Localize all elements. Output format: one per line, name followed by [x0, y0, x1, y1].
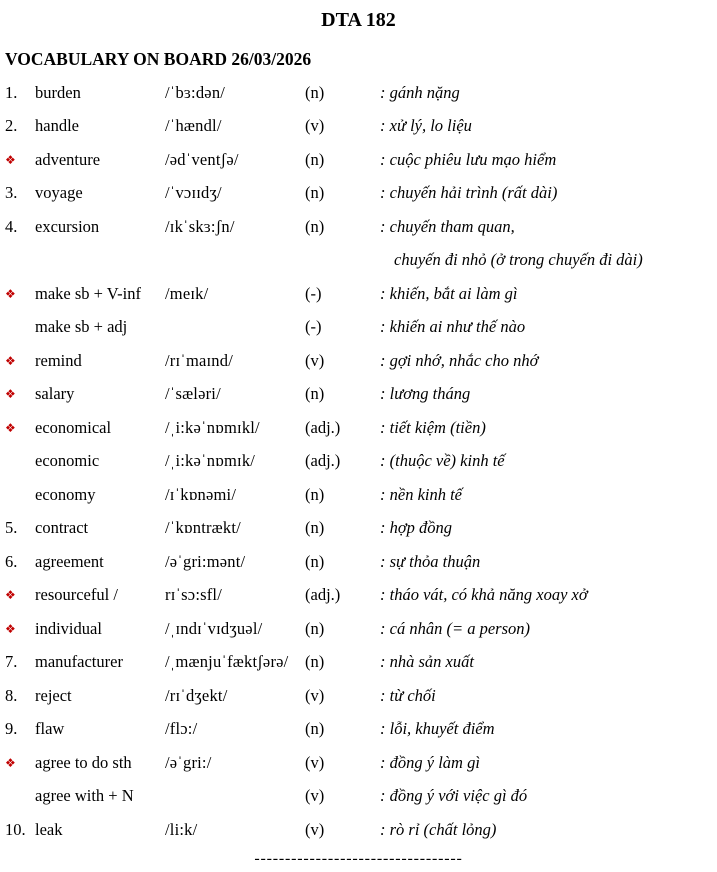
ipa-transcription: /ˈhændl/ [165, 116, 222, 136]
row-marker: ❖ [5, 588, 16, 603]
meaning: : tháo vát, có khả năng xoay xở [380, 585, 588, 605]
part-of-speech: (n) [305, 719, 325, 739]
ipa-transcription: /əˈgri:mənt/ [165, 551, 246, 571]
meaning: : khiến ai như thế nào [380, 317, 526, 337]
meaning: chuyến đi nhỏ (ở trong chuyến đi dài) [394, 250, 643, 270]
word: agreement [35, 551, 104, 571]
part-of-speech: (v) [305, 752, 325, 772]
word: adventure [35, 149, 101, 169]
meaning: : lương tháng [380, 384, 471, 404]
vocab-row [0, 478, 717, 512]
meaning: : đồng ý với việc gì đó [380, 786, 528, 806]
ipa-transcription: /meɪk/ [165, 283, 209, 303]
meaning: : rò rỉ (chất lỏng) [380, 819, 497, 839]
ipa-transcription: /ˈkɒntrækt/ [165, 518, 241, 538]
meaning: : xử lý, lo liệu [380, 116, 472, 136]
part-of-speech: (adj.) [305, 417, 341, 437]
row-marker: 9. [5, 719, 18, 739]
part-of-speech: (-) [305, 317, 322, 337]
ipa-transcription: /flɔ:/ [165, 719, 198, 739]
row-marker: ❖ [5, 387, 16, 402]
word: agree with + N [35, 786, 134, 806]
vocab-row [0, 512, 717, 546]
ipa-transcription: /ˈbɜ:dən/ [165, 82, 226, 102]
meaning: : gợi nhớ, nhắc cho nhớ [380, 350, 539, 370]
part-of-speech: (v) [305, 786, 325, 806]
vocab-row [0, 311, 717, 345]
vocab-row [0, 646, 717, 680]
page-title: DTA 182 [321, 9, 396, 31]
meaning: : chuyến hải trình (rất dài) [380, 183, 558, 203]
doc-heading: VOCABULARY ON BOARD 26/03/2026 [5, 49, 312, 69]
word: burden [35, 82, 81, 102]
ipa-transcription: /ˈvɔɪɪdʒ/ [165, 183, 222, 203]
vocab-row [0, 713, 717, 747]
word: handle [35, 116, 79, 136]
word: make sb + adj [35, 317, 128, 337]
row-marker: 5. [5, 518, 18, 538]
part-of-speech: (v) [305, 685, 325, 705]
part-of-speech: (n) [305, 82, 325, 102]
part-of-speech: (n) [305, 384, 325, 404]
vocab-row [0, 210, 717, 244]
vocab-row [0, 244, 717, 278]
word: leak [35, 819, 63, 839]
row-marker: 7. [5, 652, 18, 672]
part-of-speech: (v) [305, 350, 325, 370]
row-marker: 3. [5, 183, 18, 203]
meaning: : (thuộc về) kinh tế [380, 451, 505, 471]
part-of-speech: (n) [305, 183, 325, 203]
ipa-transcription: /ɪˈkɒnəmi/ [165, 484, 237, 504]
vocab-row [0, 445, 717, 479]
ipa-transcription: /rɪˈmaɪnd/ [165, 350, 233, 370]
row-marker: 10. [5, 819, 26, 839]
word: agree to do sth [35, 752, 132, 772]
word: flaw [35, 719, 65, 739]
meaning: : gánh nặng [380, 82, 460, 102]
vocab-row [0, 780, 717, 814]
part-of-speech: (n) [305, 149, 325, 169]
word: salary [35, 384, 75, 404]
meaning: : tiết kiệm (tiền) [380, 417, 486, 437]
ipa-transcription: /ˌi:kəˈnɒmɪkl/ [165, 417, 260, 437]
ipa-transcription: /ˌmænjuˈfæktʃərə/ [165, 652, 289, 672]
word: voyage [35, 183, 83, 203]
row-marker: ❖ [5, 755, 16, 770]
vocab-row [0, 746, 717, 780]
row-marker: ❖ [5, 152, 16, 167]
vocab-row [0, 579, 717, 613]
part-of-speech: (adj.) [305, 451, 341, 471]
ipa-transcription: rɪˈsɔ:sfl/ [165, 585, 222, 605]
word: economic [35, 451, 100, 471]
part-of-speech: (v) [305, 116, 325, 136]
meaning: : hợp đồng [380, 518, 453, 538]
meaning: : cá nhân (= a person) [380, 618, 530, 638]
word: contract [35, 518, 89, 538]
part-of-speech: (n) [305, 652, 325, 672]
vocab-row [0, 813, 717, 847]
vocab-row [0, 277, 717, 311]
word: remind [35, 350, 82, 370]
word: manufacturer [35, 652, 123, 672]
vocab-row [0, 679, 717, 713]
vocab-row [0, 110, 717, 144]
ipa-transcription: /rɪˈdʒekt/ [165, 685, 228, 705]
word: reject [35, 685, 72, 705]
ipa-transcription: /li:k/ [165, 819, 198, 839]
meaning: : nền kinh tế [380, 484, 463, 504]
part-of-speech: (adj.) [305, 585, 341, 605]
part-of-speech: (n) [305, 518, 325, 538]
row-marker: 4. [5, 216, 18, 236]
meaning: : đồng ý làm gì [380, 752, 480, 772]
part-of-speech: (-) [305, 283, 322, 303]
word: economy [35, 484, 96, 504]
meaning: : nhà sản xuất [380, 652, 474, 672]
vocab-row [0, 76, 717, 110]
meaning: : từ chối [380, 685, 436, 705]
ipa-transcription: /ˌɪndɪˈvɪdʒuəl/ [165, 618, 263, 638]
part-of-speech: (v) [305, 819, 325, 839]
ipa-transcription: /ədˈventʃə/ [165, 149, 239, 169]
row-marker: 2. [5, 116, 18, 136]
word: individual [35, 618, 102, 638]
part-of-speech: (n) [305, 216, 325, 236]
row-marker: 1. [5, 82, 18, 102]
ipa-transcription: /əˈgri:/ [165, 752, 212, 772]
row-marker: 8. [5, 685, 18, 705]
vocab-row [0, 378, 717, 412]
vocab-row [0, 612, 717, 646]
vocab-row [0, 545, 717, 579]
vocab-row [0, 411, 717, 445]
word: resourceful / [35, 585, 118, 605]
ipa-transcription: /ˌi:kəˈnɒmɪk/ [165, 451, 256, 471]
ipa-transcription: /ɪkˈskɜ:ʃn/ [165, 216, 235, 236]
vocab-row [0, 344, 717, 378]
word: excursion [35, 216, 100, 236]
part-of-speech: (n) [305, 618, 325, 638]
row-marker: ❖ [5, 286, 16, 301]
meaning: : chuyến tham quan, [380, 216, 515, 236]
meaning: : cuộc phiêu lưu mạo hiểm [380, 149, 557, 169]
row-marker: ❖ [5, 420, 16, 435]
ipa-transcription: /ˈsæləri/ [165, 384, 221, 404]
word: economical [35, 417, 112, 437]
vocab-list [0, 76, 717, 847]
meaning: : khiến, bắt ai làm gì [380, 283, 518, 303]
meaning: : sự thỏa thuận [380, 551, 481, 571]
vocab-row [0, 177, 717, 211]
part-of-speech: (n) [305, 551, 325, 571]
vocab-row [0, 143, 717, 177]
meaning: : lỗi, khuyết điểm [380, 719, 495, 739]
row-marker: ❖ [5, 621, 16, 636]
separator-dashes: ---------------------------------- [254, 849, 463, 867]
word: make sb + V-inf [35, 283, 142, 303]
part-of-speech: (n) [305, 484, 325, 504]
row-marker: ❖ [5, 353, 16, 368]
row-marker: 6. [5, 551, 18, 571]
